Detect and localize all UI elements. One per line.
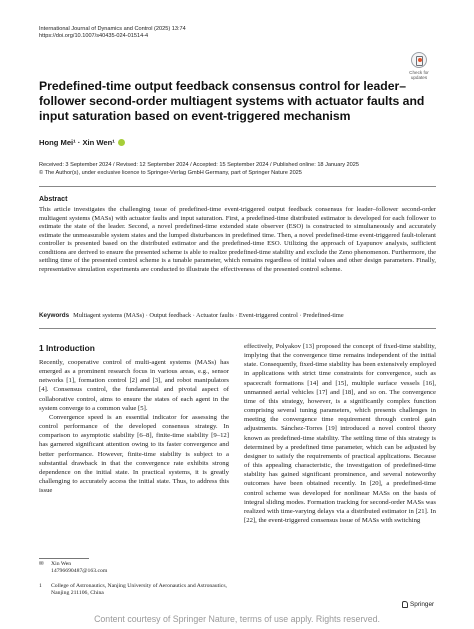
journal-header xyxy=(39,26,186,41)
right-column xyxy=(244,342,436,525)
section-heading-introduction: 1 Introduction xyxy=(39,343,95,353)
keywords-list: Multiagent systems (MASs) · Output feedback · Actuator faults · Event-triggered control · Predefined-time xyxy=(73,312,344,319)
article-title: Predefined-time output feedback consensus control for leader–follower second-order multiagent systems with actuator faults and input saturation based on event-triggered mechanism xyxy=(39,79,425,124)
check-for-updates-icon xyxy=(411,52,427,68)
corresponding-author: Xin Wen xyxy=(51,561,72,567)
correspondence-footnote xyxy=(39,561,107,575)
publisher-name: Springer xyxy=(410,601,435,608)
keywords-label: Keywords xyxy=(39,312,70,319)
badge-line-2: updates xyxy=(410,75,428,80)
abstract-body: This article investigates the challenging issue of predefined-time event-triggered output feedback consensus for leader–follower second-order multiagent systems (MASs) with actuator faults and input saturation. First, a predefined-time distributed estimator is developed for each follower to estimate the state of the leader. Second, a novel predefined-time extended state observer (ESO) is constructed to simultaneously and accurately estimate the unmeasurable system states and the lumped disturbances in predefined time. Then, a novel predefined-time event-triggered fault-tolerant controller is presented based on the distributed estimator and the predefined-time ESO. Utilizing the approach of Lyapunov analysis, sufficient conditions are derived to ensure the presented scheme is able to realize predefined-time stability and exclude the Zeno phenomenon. Furthermore, the settling time of the presented control scheme is a tunable parameter, which remains regardless of initial values and other design parameters. Finally, representative simulation experiments are conducted to illustrate the effectiveness of the presented control scheme. xyxy=(39,206,436,273)
badge-line-1: Check for xyxy=(409,70,429,75)
abstract-heading: Abstract xyxy=(39,196,68,203)
orcid-icon[interactable] xyxy=(118,139,125,146)
left-column xyxy=(39,358,229,495)
keywords-line xyxy=(39,312,436,320)
history-dates: Received: 3 September 2024 / Revised: 12 September 2024 / Accepted: 15 September 2024 / Published online: 18 January 2025 xyxy=(39,162,359,168)
intro-paragraph-1: Recently, cooperative control of multi-agent systems (MASs) has emerged as a prominent research focus in various areas, e.g., sensor networks [1], formation control [2] and [3], and robot manipulators [4]. Consensus control, the fundamental and pivotal aspect of collaborative control, aims to ensure the states of each agent in the system converge to a common value [5]. xyxy=(39,359,229,412)
intro-paragraph-3: effectively, Polyakov [13] proposed the concept of fixed-time stability, implying that the convergence time remains independent of the initial state. Consequently, fixed-time stability has been extensively employed in applications with strict time constraints for convergence, such as spacecraft formations [14] and [15], multiple surface vessels [16], unmanned aerial vehicles [17] and [18], and so on. The convergence time of this strategy, however, is a significantly complex function comprising several tuning parameters, which presents challenges in meeting the convergence time requirement through control gain adjustments. Sánchez-Torres [19] introduced a novel control theory known as predefined-time stability. The settling time of this strategy is determined by a predefined time parameter, which can be adjusted by designer to satisfy the requirements of practical applications. Because of this appealing characteristic, the investigation of predefined-time stability has gained significant prominence, and several noteworthy outcomes have been obtained recently. In [20], a predefined-time control scheme was developed for nonlinear MASs on the basis of integral sliding modes. Formation tracking for second-order MASs was realized with time-varying delays via a distributed estimator in [21]. In [22], the event-triggered consensus issue of MASs with switching xyxy=(244,343,436,524)
divider-top xyxy=(39,186,436,187)
author-names[interactable]: Hong Mei¹ · Xin Wen¹ xyxy=(39,138,115,147)
publisher-logo xyxy=(402,601,434,608)
doi-link[interactable]: https://doi.org/10.1007/s40435-024-01514-4 xyxy=(39,33,149,40)
intro-paragraph-2: Convergence speed is an essential indicator for assessing the control performance of the developed consensus strategy. In comparison to asymptotic stability [6–8], finite-time stability [9–12] has garnered significant attention owing to its faster convergence and better performance. However, finite-time stability is subject to a substantial drawback in that the convergence rate exhibits strong dependence on the initial state. In practical systems, it is greatly challenging to accurately access the initial state. Thus, to address this issue xyxy=(39,413,229,495)
email-link[interactable]: 14796690487@163.com xyxy=(51,568,108,575)
affiliation-mark: 1 xyxy=(39,583,42,589)
affiliation-footnote xyxy=(39,583,229,597)
affiliation-text: College of Astronautics, Nanjing University of Aeronautics and Astronautics, Nanjing 211106, China xyxy=(51,583,227,597)
footnote-divider xyxy=(39,558,89,559)
springer-horse-icon xyxy=(402,601,408,608)
author-list xyxy=(39,138,125,147)
check-for-updates-badge[interactable] xyxy=(406,52,432,80)
article-dates xyxy=(39,162,359,177)
copyright-line: © The Author(s), under exclusive licence to Springer-Verlag GmbH Germany, part of Springer Nature 2025 xyxy=(39,169,302,176)
courtesy-watermark: Content courtesy of Springer Nature, terms of use apply. Rights reserved. xyxy=(94,614,380,624)
journal-citation: International Journal of Dynamics and Control (2025) 13:74 xyxy=(39,26,186,32)
divider-bottom xyxy=(39,328,436,329)
envelope-icon: ✉ xyxy=(39,561,44,567)
